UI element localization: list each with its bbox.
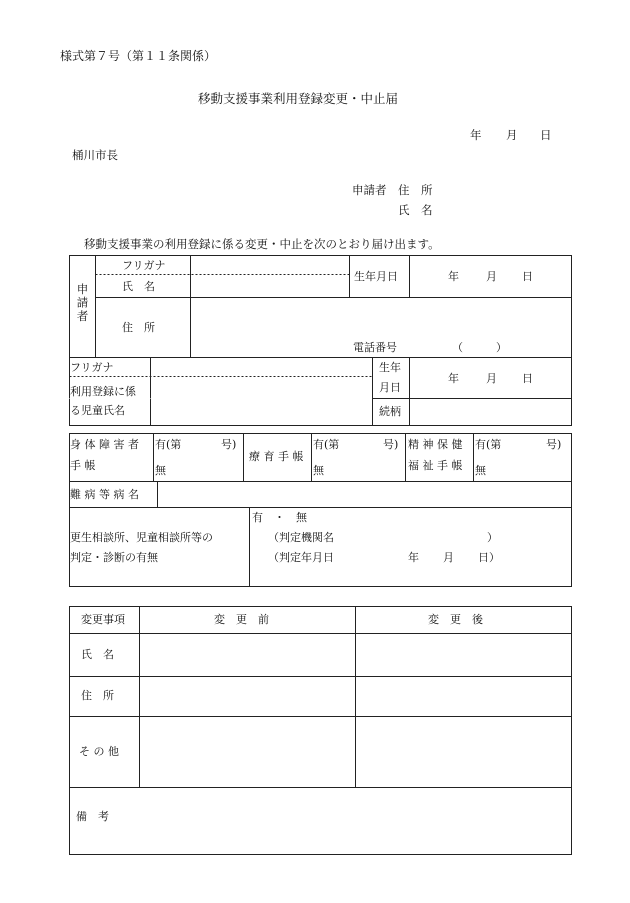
judgment-date-label: （判定年月日 (268, 551, 334, 564)
date-month-label: 月 (506, 128, 518, 142)
physical-yes: 有(第 (155, 438, 182, 451)
birth-year: 年 (448, 270, 459, 283)
mental-label-1: 精 神 保 健 (408, 438, 463, 451)
physical-none: 無 (155, 464, 166, 477)
birthdate-label: 生年月日 (354, 270, 398, 283)
physical-disability-label-1: 身 体 障 害 者 (70, 438, 139, 451)
addressee: 桶川市長 (72, 148, 118, 162)
child-furigana-label: フリガナ (70, 361, 114, 374)
before-header: 変 更 前 (214, 613, 269, 626)
ryoiku-label: 療 育 手 帳 (249, 450, 304, 463)
judgment-label-2: 判定・診断の有無 (70, 551, 158, 564)
judgment-year: 年 (408, 551, 419, 564)
relation-label: 続柄 (379, 405, 401, 418)
form-title: 移動支援事業利用登録変更・中止届 (198, 91, 399, 106)
applicant-vertical-label: 申請者 (75, 283, 90, 324)
ryoiku-none: 無 (313, 464, 324, 477)
intro-text: 移動支援事業の利用登録に係る変更・中止を次のとおり届け出ます。 (84, 237, 440, 251)
child-label-line1: 利用登録に係 (70, 385, 136, 398)
applicant-address-label: 住 所 (398, 183, 433, 197)
child-birth-year: 年 (448, 372, 459, 385)
child-birth-month: 月 (486, 372, 497, 385)
judgment-label-1: 更生相談所、児童相談所等の (70, 531, 213, 544)
mental-num-suffix: 号) (546, 438, 562, 451)
row-name-label: 氏 名 (81, 648, 114, 661)
ryoiku-yes: 有(第 (313, 438, 340, 451)
date-day-label: 日 (540, 128, 552, 142)
child-birth-day: 日 (522, 372, 533, 385)
judgment-day: 日） (478, 551, 500, 564)
mental-yes: 有(第 (475, 438, 502, 451)
change-item-header: 変更事項 (81, 613, 125, 626)
applicant-name-label: 氏 名 (398, 203, 433, 217)
after-header: 変 更 後 (428, 613, 483, 626)
ryoiku-num-suffix: 号) (383, 438, 399, 451)
remarks-label: 備 考 (76, 810, 109, 823)
mental-label-2: 福 祉 手 帳 (408, 459, 463, 472)
physical-num-suffix: 号) (221, 438, 237, 451)
furigana-label: フリガナ (122, 259, 166, 272)
row-address-label: 住 所 (81, 689, 114, 702)
judgment-month: 月 (443, 551, 454, 564)
judgment-institution-close: ） (487, 531, 498, 544)
birth-day: 日 (522, 270, 533, 283)
phone-label: 電話番号 (353, 341, 397, 354)
date-year-label: 年 (470, 128, 482, 142)
intractable-disease-label: 難 病 等 病 名 (70, 488, 139, 501)
name-label: 氏 名 (122, 280, 155, 293)
child-birth-label-1: 生年 (379, 361, 401, 374)
form-number: 様式第７号（第１１条関係） (60, 49, 217, 63)
child-label-line2: る児童氏名 (70, 404, 125, 417)
physical-disability-label-2: 手 帳 (70, 459, 96, 472)
row-other-label: そ の 他 (79, 745, 119, 758)
birth-month: 月 (486, 270, 497, 283)
applicant-label: 申請者 (352, 183, 387, 197)
phone-paren: （ ） (452, 341, 507, 354)
child-birth-label-2: 月日 (379, 381, 401, 394)
judgment-yes-no: 有 ・ 無 (252, 511, 307, 524)
address-label: 住 所 (122, 321, 155, 334)
judgment-institution: （判定機関名 (268, 531, 334, 544)
mental-none: 無 (475, 464, 486, 477)
